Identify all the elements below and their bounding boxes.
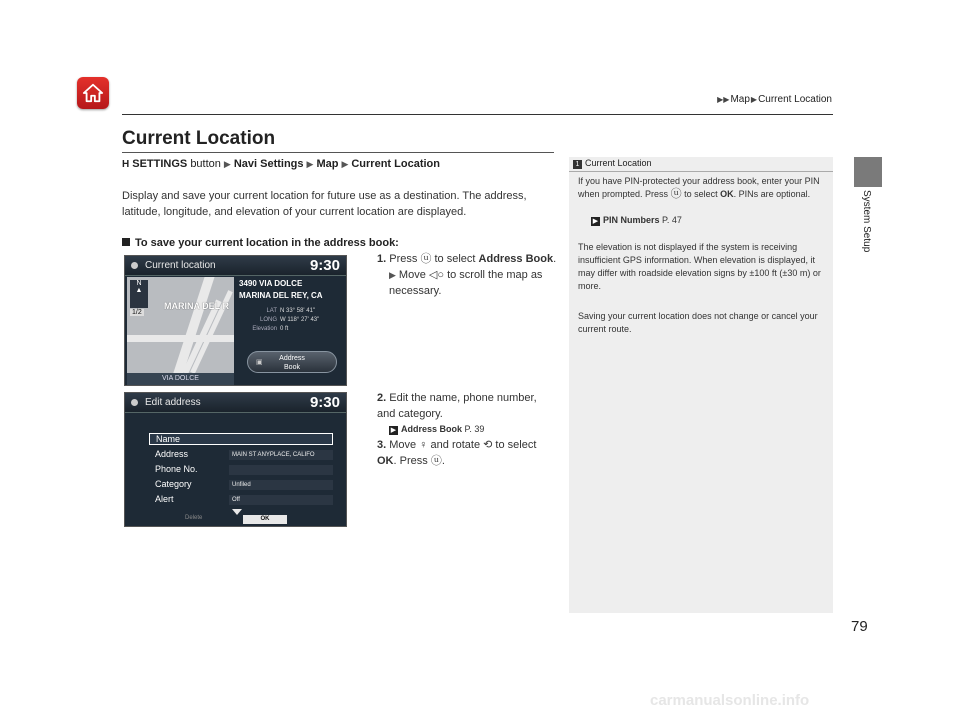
reference-arrow-icon: ▶: [390, 427, 397, 434]
screen-title: Edit address: [145, 397, 201, 408]
path-arrow-icon: ▶: [341, 159, 349, 169]
step-2: 2. Edit the name, phone number, and category.: [377, 392, 537, 420]
note-heading: 1 Current Location: [573, 158, 652, 169]
header-divider: [122, 114, 833, 115]
note-elevation-paragraph: The elevation is not displayed if the system is receiving insufficient GPS information. When elevation is displayed, it may differ with roadside elevation signs by ±100 ft (±30 m) or more.: [578, 242, 821, 291]
location-info: [239, 278, 345, 334]
breadcrumb-arrow-icon: ▶▶: [717, 95, 730, 104]
address-book-button[interactable]: [247, 351, 337, 373]
current-location-screen: [124, 255, 347, 386]
elevation-row: Elevation 0 ft: [252, 326, 289, 332]
interface-dial-down-icon: ♀: [419, 439, 428, 451]
home-button[interactable]: [77, 77, 109, 109]
path-button-word: button: [190, 158, 221, 170]
substep-arrow-icon: ▶: [389, 270, 396, 280]
reference-arrow-icon: ▶: [592, 218, 599, 225]
path-settings: SETTINGS: [132, 158, 188, 170]
breadcrumb-arrow-icon: ▶: [750, 95, 758, 104]
alert-field[interactable]: Alert Off: [149, 494, 333, 506]
home-icon: [82, 82, 104, 104]
address-field[interactable]: Address MAIN ST ANYPLACE, CALIFO: [149, 449, 333, 461]
path-navi-settings: Navi Settings: [233, 158, 304, 170]
map-street-label: VIA DOLCE: [127, 373, 234, 385]
screen-title: Current location: [145, 260, 216, 271]
pin-numbers-link[interactable]: PIN Numbers: [603, 215, 660, 225]
map-road: [127, 335, 234, 342]
note-reference: ▶ PIN Numbers P. 47: [592, 215, 682, 225]
category-field[interactable]: Category Unfiled: [149, 479, 333, 491]
path-arrow-icon: ▶: [223, 159, 231, 169]
latitude-row: LAT N 33° 58' 41": [266, 308, 316, 314]
breadcrumb-current-location: Current Location: [758, 94, 832, 105]
note-route-paragraph: Saving your current location does not change or cancel your current route.: [578, 311, 818, 334]
screen-clock: 9:30: [309, 257, 340, 274]
screen-footer: [185, 515, 315, 524]
screen-title-bar: [125, 393, 346, 413]
interface-dial-rotate-icon: ⟲: [483, 439, 493, 451]
enter-button-icon: ⓤ: [670, 188, 682, 200]
subheading: [122, 237, 399, 249]
menu-dot-icon: [131, 399, 138, 406]
breadcrumb-map[interactable]: Map: [730, 94, 750, 105]
address-line-2: MARINA DEL REY, CA: [239, 291, 323, 300]
note-number-icon: 1: [573, 160, 582, 169]
delete-button[interactable]: Delete: [185, 515, 203, 521]
address-book-label-2: Book: [284, 364, 300, 371]
path-arrow-icon: ▶: [306, 159, 314, 169]
longitude-row: LONG W 118° 27' 43": [259, 317, 320, 323]
description: Display and save your current location for future use as a destination. The address, latitude, longitude, and elevation of your current location are displayed.: [122, 190, 527, 218]
ok-button[interactable]: OK: [243, 515, 287, 524]
chapter-label: System Setup: [861, 190, 872, 253]
note-sidebar: [569, 157, 833, 613]
map-area-label: MARINA DEL R: [164, 301, 229, 311]
title-divider: [122, 152, 554, 153]
map-view[interactable]: [127, 277, 234, 385]
edit-address-screen: [124, 392, 347, 527]
interface-dial-left-icon: ◁○: [428, 269, 444, 281]
watermark: carmanualsonline.info: [650, 692, 810, 709]
note-pin-paragraph: If you have PIN-protected your address book, enter your PIN when prompted. Press ⓤ to select OK. PINs are optional.: [578, 176, 820, 200]
subheading-text: To save your current location in the address book:: [135, 237, 399, 249]
map-scale: 1/2: [132, 309, 142, 316]
menu-dot-icon: [131, 262, 138, 269]
step-1-sub: ▶ Move ◁○ to scroll the map as necessary.: [389, 269, 543, 297]
path-map: Map: [316, 158, 339, 170]
home-glyph-icon: H: [122, 159, 130, 170]
breadcrumb: [716, 94, 832, 105]
address-book-link[interactable]: Address Book: [401, 424, 463, 434]
page-title: Current Location: [122, 128, 276, 149]
address-line-1: 3490 VIA DOLCE: [239, 279, 303, 288]
step-2-ref: ▶ Address Book P. 39: [390, 424, 485, 434]
menu-path: [122, 158, 440, 170]
page-number: 79: [851, 618, 868, 635]
screen-title-bar: [125, 256, 346, 276]
path-current-location: Current Location: [351, 158, 440, 170]
enter-button-icon: ⓤ: [430, 455, 442, 467]
address-book-label-1: Address: [279, 355, 305, 362]
step-3: 3. Move ♀ and rotate ⟲ to select OK. Press ⓤ.: [377, 439, 537, 467]
screen-clock: 9:30: [309, 394, 340, 411]
step-1: 1. Press ⓤ to select Address Book.: [377, 253, 557, 265]
address-book-icon: ▣: [256, 359, 263, 366]
name-field[interactable]: Name: [149, 433, 333, 445]
note-divider: [569, 171, 833, 172]
phone-field[interactable]: Phone No.: [149, 464, 333, 476]
enter-button-icon: ⓤ: [420, 253, 432, 265]
map-north-icon[interactable]: N ▲: [130, 280, 148, 308]
square-bullet-icon: [122, 238, 130, 246]
chapter-tab: [854, 157, 882, 187]
